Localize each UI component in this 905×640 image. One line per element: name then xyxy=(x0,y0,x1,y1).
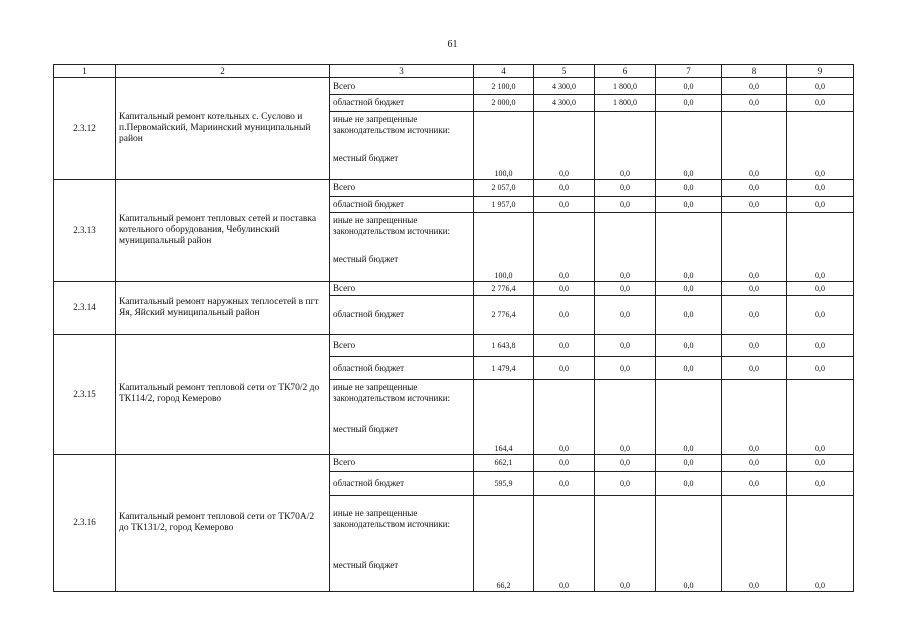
value-cell: 0,0 xyxy=(595,334,656,357)
source-label: местный бюджет xyxy=(333,560,399,571)
value-cell: 2 000,0 xyxy=(474,95,534,112)
value-cell: 100,0 xyxy=(474,111,534,179)
source-label: иные не запрещенные законодательством источники: xyxy=(333,382,451,404)
value-cell: 0,0 xyxy=(787,78,854,95)
value-cell: 0,0 xyxy=(534,454,595,471)
value-cell: 1 479,4 xyxy=(474,357,534,380)
value-cell: 0,0 xyxy=(787,334,854,357)
value-cell: 0,0 xyxy=(787,496,854,592)
source-label: местный бюджет xyxy=(333,424,399,435)
budget-table xyxy=(53,64,854,592)
value-cell: 0,0 xyxy=(595,454,656,471)
value-cell: 0,0 xyxy=(722,111,787,179)
source-label: Всего xyxy=(330,454,474,471)
value-cell: 0,0 xyxy=(656,380,722,455)
value-cell: 595,9 xyxy=(474,471,534,496)
header-cell: 8 xyxy=(722,65,787,78)
table-row xyxy=(54,281,854,296)
value-cell: 0,0 xyxy=(722,281,787,296)
header-cell: 5 xyxy=(534,65,595,78)
value-cell: 0,0 xyxy=(595,281,656,296)
row-name: Капитальный ремонт тепловых сетей и поставка котельного оборудования, Чебулинский муниципальный район xyxy=(116,180,330,282)
row-name: Капитальный ремонт котельных с. Суслово и п.Первомайский, Мариинский муниципальный район xyxy=(116,78,330,180)
source-label: иные не запрещенные законодательством источники: xyxy=(333,215,451,237)
value-cell: 0,0 xyxy=(787,471,854,496)
value-cell: 0,0 xyxy=(722,357,787,380)
value-cell: 0,0 xyxy=(722,95,787,112)
value-cell: 0,0 xyxy=(722,334,787,357)
value-cell: 0,0 xyxy=(722,196,787,213)
value-cell: 0,0 xyxy=(595,180,656,197)
value-cell: 0,0 xyxy=(787,196,854,213)
value-cell: 0,0 xyxy=(595,213,656,281)
value-cell: 0,0 xyxy=(656,213,722,281)
value-cell: 0,0 xyxy=(656,471,722,496)
value-cell: 0,0 xyxy=(722,78,787,95)
source-label: местный бюджет xyxy=(333,152,399,163)
value-cell: 0,0 xyxy=(534,471,595,496)
value-cell: 0,0 xyxy=(534,334,595,357)
header-cell: 4 xyxy=(474,65,534,78)
value-cell: 0,0 xyxy=(722,180,787,197)
value-cell: 1 957,0 xyxy=(474,196,534,213)
value-cell: 0,0 xyxy=(656,357,722,380)
value-cell: 0,0 xyxy=(787,296,854,334)
table-row xyxy=(54,454,854,471)
table-row xyxy=(54,180,854,197)
value-cell: 0,0 xyxy=(787,357,854,380)
value-cell: 0,0 xyxy=(787,213,854,281)
header-row xyxy=(54,65,854,78)
source-label: Всего xyxy=(330,281,474,296)
row-name: Капитальный ремонт тепловой сети от ТК70А/2 до ТК131/2, город Кемерово xyxy=(116,454,330,591)
value-cell: 0,0 xyxy=(534,196,595,213)
value-cell: 0,0 xyxy=(595,296,656,334)
source-label: местный бюджет xyxy=(333,254,399,265)
value-cell: 0,0 xyxy=(722,380,787,455)
value-cell: 0,0 xyxy=(534,496,595,592)
row-code: 2.3.12 xyxy=(54,78,116,180)
source-label: Всего xyxy=(330,334,474,357)
value-cell: 0,0 xyxy=(787,180,854,197)
header-cell: 9 xyxy=(787,65,854,78)
value-cell: 0,0 xyxy=(722,454,787,471)
value-cell: 0,0 xyxy=(656,496,722,592)
page-number: 61 xyxy=(447,39,458,50)
value-cell: 0,0 xyxy=(534,281,595,296)
value-cell: 662,1 xyxy=(474,454,534,471)
value-cell: 0,0 xyxy=(787,380,854,455)
value-cell: 0,0 xyxy=(656,95,722,112)
value-cell: 1 800,0 xyxy=(595,78,656,95)
value-cell: 0,0 xyxy=(722,213,787,281)
source-label: областной бюджет xyxy=(330,357,474,380)
value-cell: 0,0 xyxy=(722,496,787,592)
row-code: 2.3.13 xyxy=(54,180,116,282)
value-cell: 1 643,8 xyxy=(474,334,534,357)
row-code: 2.3.16 xyxy=(54,454,116,591)
source-block xyxy=(330,496,474,592)
source-block xyxy=(330,111,474,179)
source-label: областной бюджет xyxy=(330,296,474,334)
value-cell: 0,0 xyxy=(722,471,787,496)
value-cell: 0,0 xyxy=(595,357,656,380)
value-cell: 0,0 xyxy=(595,496,656,592)
row-name: Капитальный ремонт наружных теплосетей в пгт Яя, Яйский муниципальный район xyxy=(116,281,330,334)
source-label: Всего xyxy=(330,180,474,197)
source-label: областной бюджет xyxy=(330,95,474,112)
header-cell: 6 xyxy=(595,65,656,78)
value-cell: 0,0 xyxy=(787,281,854,296)
source-label: Всего xyxy=(330,78,474,95)
value-cell: 0,0 xyxy=(787,95,854,112)
value-cell: 0,0 xyxy=(534,213,595,281)
value-cell: 0,0 xyxy=(787,111,854,179)
table-row xyxy=(54,334,854,357)
source-label: иные не запрещенные законодательством источники: xyxy=(333,508,451,530)
header-cell: 7 xyxy=(656,65,722,78)
row-code: 2.3.15 xyxy=(54,334,116,454)
value-cell: 0,0 xyxy=(787,454,854,471)
value-cell: 2 057,0 xyxy=(474,180,534,197)
value-cell: 0,0 xyxy=(722,296,787,334)
value-cell: 0,0 xyxy=(534,357,595,380)
value-cell: 0,0 xyxy=(656,296,722,334)
source-label: областной бюджет xyxy=(330,196,474,213)
header-cell: 2 xyxy=(116,65,330,78)
value-cell: 0,0 xyxy=(656,180,722,197)
header-cell: 3 xyxy=(330,65,474,78)
source-label: иные не запрещенные законодательством источники: xyxy=(333,113,451,135)
value-cell: 0,0 xyxy=(595,471,656,496)
value-cell: 2 100,0 xyxy=(474,78,534,95)
value-cell: 0,0 xyxy=(656,196,722,213)
value-cell: 0,0 xyxy=(656,111,722,179)
source-block xyxy=(330,213,474,281)
value-cell: 0,0 xyxy=(595,196,656,213)
value-cell: 0,0 xyxy=(534,180,595,197)
header-cell: 1 xyxy=(54,65,116,78)
value-cell: 0,0 xyxy=(656,454,722,471)
value-cell: 1 800,0 xyxy=(595,95,656,112)
table-row xyxy=(54,78,854,95)
value-cell: 4 300,0 xyxy=(534,95,595,112)
value-cell: 0,0 xyxy=(595,111,656,179)
value-cell: 66,2 xyxy=(474,496,534,592)
source-block xyxy=(330,380,474,455)
value-cell: 0,0 xyxy=(595,380,656,455)
value-cell: 164,4 xyxy=(474,380,534,455)
value-cell: 2 776,4 xyxy=(474,281,534,296)
value-cell: 0,0 xyxy=(656,281,722,296)
value-cell: 0,0 xyxy=(656,334,722,357)
value-cell: 100,0 xyxy=(474,213,534,281)
value-cell: 4 300,0 xyxy=(534,78,595,95)
row-name: Капитальный ремонт тепловой сети от ТК70/2 до ТК114/2, город Кемерово xyxy=(116,334,330,454)
value-cell: 2 776,4 xyxy=(474,296,534,334)
source-label: областной бюджет xyxy=(330,471,474,496)
value-cell: 0,0 xyxy=(534,296,595,334)
value-cell: 0,0 xyxy=(534,111,595,179)
row-code: 2.3.14 xyxy=(54,281,116,334)
value-cell: 0,0 xyxy=(534,380,595,455)
value-cell: 0,0 xyxy=(656,78,722,95)
